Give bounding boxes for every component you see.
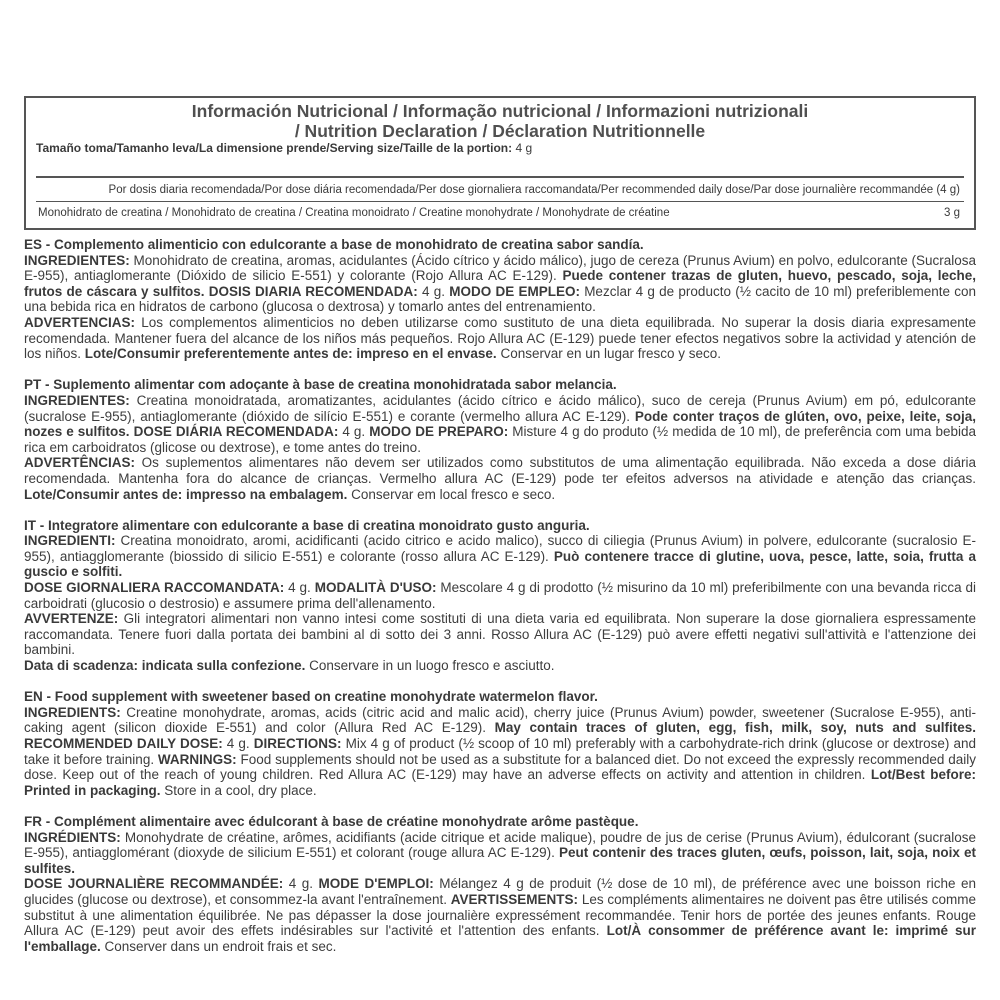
- ingredients-text: Creatina monoidrato, aromi, acidificanti (acido citrico e acido malico), succo di ciliegia (Prunus Avium) in polvere, edulcorante (sucralosio E-955), antiagglomerante (biossido di silicio E-551) e colorante (rosso allura AC E-129).: [24, 533, 976, 564]
- warnings-label: AVVERTENZE:: [24, 611, 119, 627]
- allergens-text: May contain traces of gluten, egg, fish, milk, soy, nuts and sulfites.: [494, 720, 977, 736]
- directions-text: Mezclar 4 g de producto (½ cacito de 10 ml) preferiblemente con una bebida rica en hidratos de carbono (glucosa o dextrosa) y tomarlo antes del entrenamiento.: [24, 283, 976, 315]
- directions-label: MODE D'EMPLOI:: [318, 876, 434, 892]
- directions-label: DIRECTIONS:: [253, 736, 342, 751]
- directions-label: MODALITÀ D'USO:: [314, 580, 437, 596]
- table-divider-top: [36, 176, 964, 178]
- storage-text: Conservare in un luogo fresco e asciutto.: [305, 658, 555, 674]
- serving-size-label: Tamaño toma/Tamanho leva/La dimensione prende/Serving size/Taille de la portion:: [36, 141, 513, 155]
- serving-size-value: 4 g: [515, 141, 533, 155]
- dose-text: 4 g.: [283, 876, 319, 892]
- lot-label: Data di scadenza: indicata sulla confezione.: [24, 658, 306, 674]
- warnings-label: AVERTISSEMENTS:: [450, 891, 579, 907]
- dose-label: DOSIS DIARIA RECOMENDADA:: [204, 283, 418, 299]
- dose-label: DOSE GIORNALIERA RACCOMANDATA:: [24, 580, 285, 596]
- dose-label: DOSE DIÁRIA RECOMENDADA:: [129, 424, 339, 440]
- ingredients-label: INGREDIENTES:: [24, 252, 130, 268]
- directions-text: Misture 4 g do produto (½ medida de 10 ml), de preferência com uma bebida rica em carboidratos (glicose ou dextrose), e tome antes do treino.: [24, 424, 976, 455]
- allergens-text: Pode conter traços de glúten, ovo, peixe, leite, soja, nozes e sulfitos.: [24, 408, 976, 440]
- dose-text: 4 g.: [417, 283, 450, 299]
- warnings-text: Food supplements should not be used as a substitute for a balanced diet. Do not exceed the expressly recommended daily dose. Keep out of the reach of young children. Red Allura AC (E-129) may have an adverse effects on activity and attention in children.: [24, 751, 976, 783]
- warnings-label: ADVERTENCIAS:: [24, 314, 136, 330]
- storage-text: Conservar em local fresco e seco.: [347, 486, 556, 502]
- dose-text: 4 g.: [222, 736, 254, 751]
- ingredients-label: INGREDIENTS:: [24, 704, 121, 720]
- section-title: IT - Integratore alimentare con edulcorante a base di creatina monoidrato gusto anguria.: [24, 517, 590, 533]
- section-pt: [24, 377, 976, 502]
- directions-label: MODO DE EMPLEO:: [449, 283, 580, 299]
- dose-label: DOSE JOURNALIÈRE RECOMMANDÉE:: [24, 876, 284, 892]
- title-line-2: / Nutrition Declaration / Déclaration Nutritionnelle: [294, 121, 706, 141]
- storage-text: Conservar en un lugar fresco y seco.: [496, 346, 722, 362]
- section-title: FR - Complément alimentaire avec édulcorant à base de créatine monohydrate arôme pastèque.: [24, 813, 639, 829]
- dose-text: 4 g.: [338, 424, 370, 440]
- ingredients-text: Creatina monoidratada, aromatizantes, acidulantes (ácido cítrico e ácido málico), suco de cereja (Prunus Avium) em pó, edulcorante (sucralose E-955), antiaglomerante (dióxido de silício E-551) e corante (vermelho allura AC E-129).: [24, 392, 976, 424]
- label-text-block: [24, 237, 976, 970]
- section-title: EN - Food supplement with sweetener based on creatine monohydrate watermelon flavor.: [24, 689, 598, 705]
- warnings-label: ADVERTÊNCIAS:: [24, 455, 136, 471]
- dose-text: 4 g.: [284, 580, 315, 596]
- lot-label: Lot/À consommer de préférence avant le: imprimé sur l'emballage.: [24, 923, 976, 954]
- ingredient-value: 3 g: [944, 207, 960, 219]
- section-es: [24, 237, 976, 362]
- ingredients-text: Creatine monohydrate, aromas, acids (citric acid and malic acid), cherry juice (Prunus Avium) powder, sweetener (Sucralose E-955), anti-caking agent (silicon dioxide E-551) and color (Allura Red AC E-129).: [24, 704, 976, 736]
- directions-text: Mescolare 4 g di prodotto (½ misurino da 10 ml) preferibilmente con una bevanda ricca di carboidrati (glucosio o destrosio) e assumere prima dell'allenamento.: [24, 580, 976, 611]
- storage-text: Conserver dans un endroit frais et sec.: [100, 938, 337, 954]
- ingredients-text: Monohydrate de créatine, arômes, acidifiants (acide citrique et acide malique), poudre de jus de cerise (Prunus Avium), édulcorant (sucralose E-955), antiagglomérant (dioxyde de silicium E-551) et colorant (rouge allura AC E-129).: [24, 829, 976, 861]
- directions-text: Mélangez 4 g de produit (½ dose de 10 ml), de préférence avec une boisson riche en glucides (glucose ou dextrose), et consommez-la avant l'entraînement.: [24, 876, 976, 907]
- lot-label: Lote/Consumir preferentemente antes de: impreso en el envase.: [84, 346, 497, 362]
- nutrition-table-title: [26, 101, 974, 141]
- warnings-text: Gli integratori alimentari non vanno intesi come sostituti di una dieta varia ed equilibrata. Non superare la dose giornaliera espressamente raccomandata. Tenere fuori dalla portata dei bambini al di sotto dei 3 anni. Rosso Allura AC (E-129) può avere effetti negativi sull'attività e l'attenzione dei bambini.: [24, 611, 976, 658]
- section-title: ES - Complemento alimenticio con edulcorante a base de monohidrato de creatina sabor sandía.: [24, 237, 644, 252]
- allergens-text: Peut contenir des traces gluten, œufs, poisson, lait, soja, noix et sulfites.: [24, 845, 977, 876]
- directions-label: MODO DE PREPARO:: [369, 424, 509, 440]
- section-en: [24, 689, 976, 798]
- ingredients-text: Monohidrato de creatina, aromas, acidulantes (Ácido cítrico y ácido málico), jugo de cereza (Prunus Avium) en polvo, edulcorante (Sucralosa E-955), antiaglomerante (Dióxido de silicio E-551) y colorante (Rojo Allura AC E-129).: [24, 252, 976, 284]
- dose-label: RECOMMENDED DAILY DOSE:: [24, 736, 223, 751]
- section-fr: [24, 814, 976, 954]
- title-line-1: Información Nutricional / Informação nutricional / Informazioni nutrizionali: [191, 101, 809, 121]
- warnings-text: Os suplementos alimentares não devem ser utilizados como substitutos de uma alimentação equilibrada. Não exceda a dose diária recomendada. Mantenha fora do alcance de crianças. Vermelho allura AC (E-129) pode ter efeitos adversos na atividade e atenção das crianças.: [24, 455, 976, 486]
- storage-text: Store in a cool, dry place.: [160, 782, 317, 798]
- directions-text: Mix 4 g of product (½ scoop of 10 ml) preferably with a carbohydrate-rich drink (glucose or dextrose) and take it before training.: [24, 736, 976, 767]
- section-title: PT - Suplemento alimentar com adoçante à base de creatina monohidratada sabor melancia.: [24, 377, 617, 393]
- allergens-text: Puede contener trazas de gluten, huevo, pescado, soja, leche, frutos de cáscara y sulfitos.: [24, 268, 976, 299]
- section-it: [24, 518, 976, 674]
- warnings-text: Les compléments alimentaires ne doivent pas être utilisés comme substitut à une alimentation équilibrée. Ne pas dépasser la dose journalière expressément recommandée. Tenir hors de portée des jeunes enfants. Rouge Allura AC (E-129) peut avoir des effets indésirables sur l'activité et l'attention des enfants.: [24, 891, 976, 939]
- lot-label: Lote/Consumir antes de: impresso na embalagem.: [24, 486, 348, 502]
- warnings-label: WARNINGS:: [157, 751, 237, 767]
- ingredients-label: INGREDIENTES:: [24, 392, 130, 408]
- daily-dose-header: Por dosis diaria recomendada/Por dose diária recomendada/Per dose giornaliera raccomandata/Per recommended daily dose/Par dose journalière recommandée (4 g): [108, 184, 960, 196]
- nutrition-table: [24, 96, 976, 230]
- lot-label: Lot/Best before: Printed in packaging.: [24, 767, 976, 798]
- ingredients-label: INGRÉDIENTS:: [24, 829, 121, 845]
- warnings-text: Los complementos alimenticios no deben utilizarse como sustituto de una dieta equilibrada. No superar la dosis diaria expresamente recomendada. Mantener fuera del alcance de los niños más pequeños. Rojo Allura AC (E-129) puede tener efectos negativos sobre la actividad y atención de los niños.: [24, 314, 976, 362]
- allergens-text: Può contenere tracce di glutine, uova, pesce, latte, soia, frutta a guscio e solfiti.: [24, 548, 976, 580]
- ingredients-label: INGREDIENTI:: [24, 533, 116, 549]
- serving-size-row: [36, 141, 532, 156]
- ingredient-name: Monohidrato de creatina / Monohidrato de creatina / Creatina monoidrato / Creatine monohydrate / Monohydrate de créatine: [38, 207, 670, 219]
- table-divider-middle: [36, 201, 964, 202]
